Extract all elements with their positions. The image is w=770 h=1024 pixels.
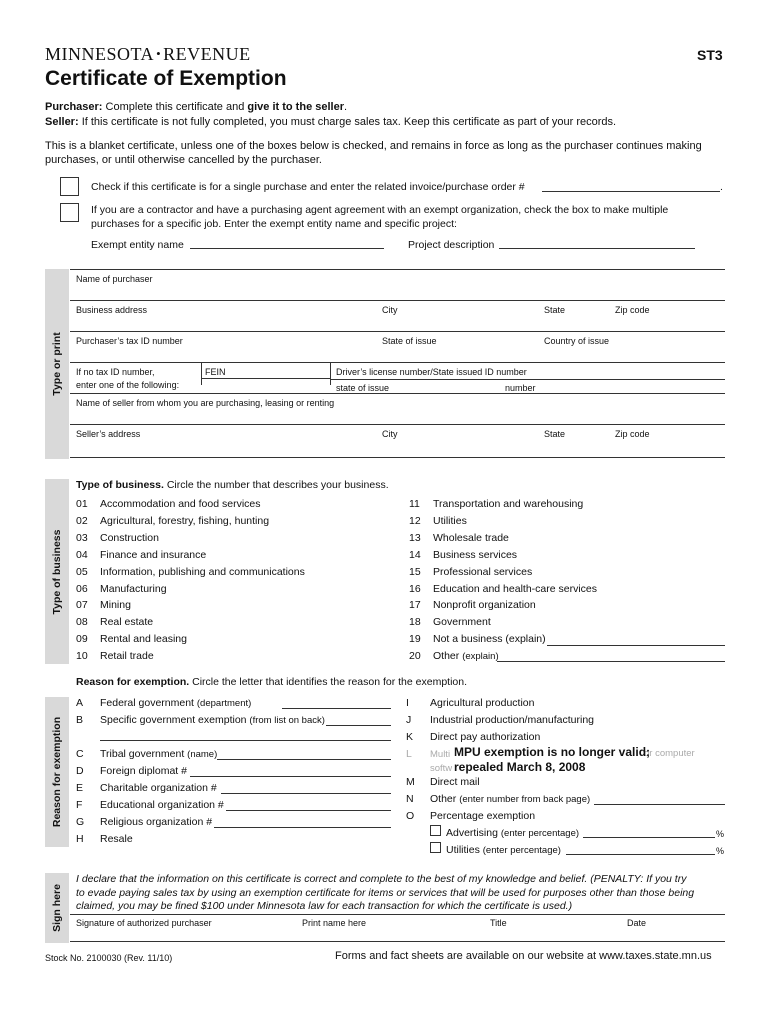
name-of-purchaser-label: Name of purchaser [76,274,153,284]
fein-field[interactable] [201,378,331,379]
business-list-left [76,496,305,665]
reason-o[interactable]: O Percentage exemption [406,810,536,822]
exempt-entity-line[interactable] [190,248,384,249]
reason-a[interactable]: A Federal government (department) [76,697,252,709]
purchaser-text: Complete this certificate and [105,101,248,113]
reason-g[interactable]: G Religious organization # [76,816,213,828]
stock-number: Stock No. 2100030 (Rev. 11/10) [45,953,173,963]
reason-l-faded-right: or computer [644,748,695,759]
reason-label: Reason for exemption [51,716,63,828]
purchaser-end: . [344,101,348,113]
single-purchase-checkbox[interactable] [60,177,79,196]
name-of-purchaser-field[interactable] [70,300,725,301]
reason-d[interactable]: D Foreign diplomat # [76,765,187,777]
reason-heading-bold: Reason for exemption. [76,676,190,688]
business-heading-bold: Type of business. [76,479,164,491]
seller-text: If this certificate is not fully completed, you must charge sales tax. Keep this certificate as part of your records. [81,116,617,128]
reason-m[interactable]: M Direct mail [406,776,480,788]
reason-l-faded-2: softw [430,763,453,774]
business-item[interactable]: 09 Rental and leasing [76,633,187,646]
reason-c[interactable]: C Tribal government (name) [76,748,218,760]
declaration-line-2: to evade paying sales tax by using an exemption certificate for items or services that will be used for purposes other than those being [76,886,695,899]
business-item[interactable]: 12 Utilities [409,514,467,527]
mpu-repealed-notice-1: MPU exemption is no longer valid; [454,745,651,759]
business-item[interactable]: 04 Finance and insurance [76,548,207,561]
project-description-line[interactable] [499,248,695,249]
form-code: ST3 [697,47,723,63]
blanket-line-1: This is a blanket certificate, unless one of the boxes below is checked, and remains in force as long as the purchaser continues making [45,140,702,152]
reason-heading [76,676,467,688]
declaration-line-3: claimed, you may be fined $100 under Minnesota law for each transaction for which the certificate is used.) [76,900,573,912]
purchaser-label: Purchaser: [45,101,103,113]
no-tax-id-line-1: If no tax ID number, [76,367,155,377]
business-item[interactable]: 20 Other (explain) [409,650,499,663]
contractor-checkbox[interactable] [60,203,79,222]
purchaser-instruction [45,101,347,113]
reason-e[interactable]: E Charitable organization # [76,782,217,794]
advertising-percent-sign: % [716,829,725,839]
page-title: Certificate of Exemption [45,67,287,90]
business-item[interactable]: 14 Business services [409,548,518,561]
utilities-percent-sign: % [716,846,725,856]
business-address-label: Business address [76,305,148,315]
reason-f[interactable]: F Educational organization # [76,799,224,811]
declaration [76,873,694,914]
brand-right: REVENUE [163,44,251,64]
print-name-label: Print name here [302,918,367,928]
reason-i[interactable]: I Agricultural production [406,697,535,709]
reason-sidebar [45,697,69,847]
tax-id-field[interactable] [70,362,725,363]
sign-here-sidebar [45,873,69,943]
reason-l: L Multi [406,748,451,760]
seller-address-label: Seller’s address [76,429,141,439]
project-description-label: Project description [408,239,495,251]
seller-label: Seller: [45,116,79,128]
business-item[interactable]: 18 Government [409,616,491,629]
type-or-print-sidebar [45,269,69,459]
brand-left: MINNESOTA [45,44,155,64]
reason-j[interactable]: J Industrial production/manufacturing [406,714,595,726]
signature-label: Signature of authorized purchaser [76,918,212,928]
brand-dot: • [156,46,162,61]
business-item[interactable]: 06 Manufacturing [76,582,167,595]
country-of-issue-label: Country of issue [544,336,610,346]
reason-heading-text: Circle the letter that identifies the reason for the exemption. [189,676,468,688]
seller-city-label: City [382,429,398,439]
business-item[interactable]: 05 Information, publishing and communications [76,565,305,578]
contractor-line-2: purchases for a specific job. Enter the exempt entity name and specific project: [91,218,457,230]
brand-logo [45,44,251,65]
advertising-percent-line[interactable] [583,837,715,838]
reason-b[interactable]: B Specific government exemption (from list on back) [76,714,325,726]
business-item[interactable]: 02 Agricultural, forestry, fishing, hunting [76,514,270,527]
dl-number-label: number [505,383,536,393]
tax-id-label: Purchaser’s tax ID number [76,336,183,346]
seller-address-field[interactable] [70,457,725,458]
business-item[interactable]: 13 Wholesale trade [409,531,509,544]
advertising-label: Advertising (enter percentage) [446,827,580,839]
contractor-line-1: If you are a contractor and have a purchasing agent agreement with an exempt organization, check the box to make multiple [91,204,669,216]
business-item[interactable]: 15 Professional services [409,565,533,578]
business-item[interactable]: 01 Accommodation and food services [76,498,261,510]
signature-field[interactable] [70,941,725,942]
business-heading-text: Circle the number that describes your business. [163,479,389,491]
website-note: Forms and fact sheets are available on our website at www.taxes.state.mn.us [335,950,712,962]
drivers-license-label: Driver’s license number/State issued ID number [336,367,527,377]
business-address-field[interactable] [70,331,725,332]
business-item[interactable]: 08 Real estate [76,616,154,629]
no-tax-id-line-2: enter one of the following: [76,380,180,390]
dl-state-of-issue-label: state of issue [336,383,390,393]
zip-label: Zip code [615,305,650,315]
business-item[interactable]: 19 Not a business (explain) [409,633,546,646]
business-19-explain-line[interactable] [547,645,725,646]
utilities-label: Utilities (enter percentage) [446,844,561,856]
business-20-explain-line[interactable] [497,661,725,662]
type-of-business-label: Type of business [51,529,63,614]
business-item[interactable]: 11 Transportation and warehousing [409,498,584,510]
date-label: Date [627,918,647,928]
reason-n[interactable]: N Other (enter number from back page) [406,793,591,805]
drivers-license-field[interactable] [330,379,725,380]
business-item[interactable]: 17 Nonprofit organization [409,599,536,612]
utilities-percent-line[interactable] [566,854,715,855]
purchaser-bold: give it to the seller [247,101,344,113]
reason-h[interactable]: H Resale [76,833,133,845]
state-of-issue-label: State of issue [382,336,437,346]
mpu-repealed-notice-2: repealed March 8, 2008 [454,760,586,774]
seller-name-label: Name of seller from whom you are purchasing, leasing or renting [76,398,335,408]
seller-zip-label: Zip code [615,429,650,439]
invoice-number-line[interactable] [542,191,720,192]
business-list-right [409,496,725,666]
title-label: Title [490,918,507,928]
declaration-line-1: I declare that the information on this certificate is correct and complete to the best of my knowledge and belief. (PENALTY: If you try [76,873,687,885]
single-purchase-label: Check if this certificate is for a single purchase and enter the related invoice/purchase order # [91,181,525,193]
exempt-entity-label: Exempt entity name [91,239,184,251]
seller-name-field[interactable] [70,424,725,425]
business-item[interactable]: 07 Mining [76,599,131,612]
business-heading [76,479,389,491]
state-label: State [544,305,566,315]
fein-label: FEIN [205,367,226,377]
business-item[interactable]: 16 Education and health-care services [409,582,598,595]
sign-here-label: Sign here [51,884,63,932]
advertising-checkbox[interactable] [430,825,441,836]
utilities-checkbox[interactable] [430,842,441,853]
city-label: City [382,305,398,315]
type-of-business-sidebar [45,479,69,664]
reason-k[interactable]: K Direct pay authorization [406,731,541,743]
seller-instruction [45,116,616,128]
type-or-print-label: Type or print [51,332,63,396]
seller-state-label: State [544,429,566,439]
business-item[interactable]: 10 Retail trade [76,650,154,663]
blanket-line-2: purchases, or until otherwise cancelled by the purchaser. [45,154,322,166]
business-item[interactable]: 03 Construction [76,531,159,544]
